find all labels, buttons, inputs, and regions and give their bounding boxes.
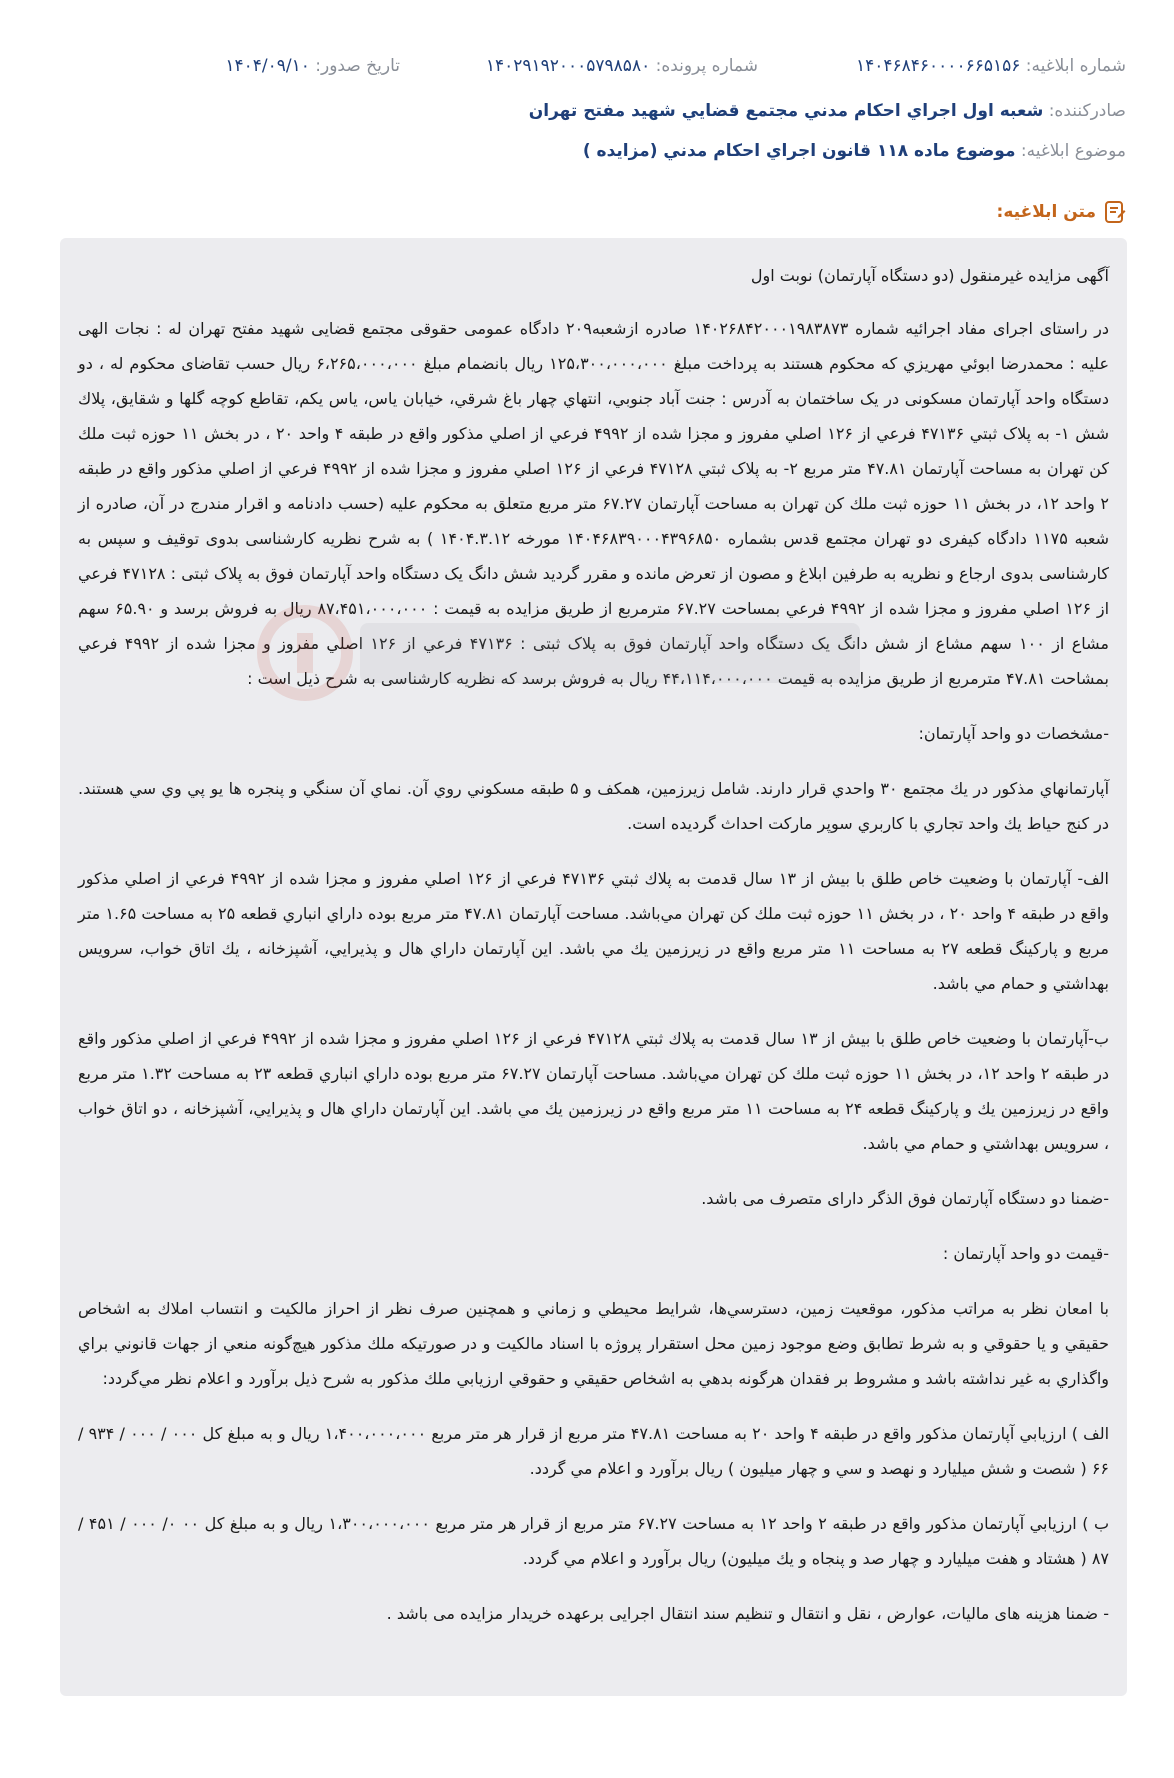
issue-date-value: ۱۴۰۴/۰۹/۱۰ (225, 56, 310, 76)
subject-value: موضوع ماده ۱۱۸ قانون اجراي احكام مدني (مزايده ) (582, 141, 1016, 161)
issuer-row (529, 101, 1126, 121)
notice-text-label: متن ابلاغيه: (996, 202, 1096, 222)
file-number-value: ۱۴۰۲۹۱۹۲۰۰۰۵۷۹۸۵۸۰ (485, 56, 651, 76)
notice-paragraph: ب-آپارتمان با وضعيت خاص طلق با بيش از ۱۳ سال قدمت به پلاك ثبتي ۴۷۱۲۸ فرعي از ۱۲۶ اصلي مفروز و مجزا شده از ۴۹۹۲ فرعي از اصلي مذكور واقع در طبقه ۲ واحد ۱۲، در بخش ۱۱ حوزه ثبت ملك كن تهران مي‌باشد. مساحت آپارتمان ۶۷.۲۷ متر مربع بوده داراي انباري قطعه ۲۳ به مساحت ۱.۳۲ متر مربع واقع در زيرزمين يك و پاركينگ قطعه ۲۴ به مساحت ۱۱ متر مربع واقع در زيرزمين يك مي باشد. اين آپارتمان داراي هال و پذيرايي، آشپزخانه ، دو اتاق خواب ، سرويس بهداشتي و حمام مي باشد. (78, 1029, 1110, 1153)
notice-paragraph: - ضمنا هزینه های مالیات، عوارض ، نقل و انتقال و تنظیم سند انتقال اجرایی برعهده خریدار مزایده می باشد . (386, 1604, 1109, 1623)
notice-number-value: ۱۴۰۴۶۸۴۶۰۰۰۰۶۶۵۱۵۶ (856, 56, 1021, 76)
issue-date-label: تاريخ صدور: (315, 56, 400, 76)
notice-paragraph: -ضمنا دو دستگاه آپارتمان فوق الذگر دارای متصرف می باشد. (701, 1189, 1109, 1208)
notice-paragraph: -قیمت دو واحد آپارتمان : (942, 1244, 1109, 1263)
file-number (486, 56, 758, 76)
notice-title: آگهی مزایده غیرمنقول (دو دستگاه آپارتمان) نوبت اول (750, 266, 1109, 285)
subject-row (583, 141, 1126, 161)
notice-paragraph: آپارتمانهاي مذكور در يك مجتمع ۳۰ واحدي قرار دارند. شامل زيرزمين، همكف و ۵ طبقه مسكوني روي آن. نماي آن سنگي و پنجره ها يو پي وي سي هستند. در كنج حياط يك واحد تجاري با كاربري سوپر ماركت احداث گرديده است. (78, 779, 1110, 833)
subject-label: موضوع ابلاغيه: (1020, 141, 1126, 161)
notice-paragraph: در راستای اجرای مفاد اجرائیه شماره ۱۴۰۲۶۸۴۲۰۰۰۱۹۸۳۸۷۳ صادره ازشعبه۲۰۹ دادگاه عمومی حقوقی مجتمع قضایی شهید مفتح تهران له : نجات الهی علیه : محمدرضا ابوئي مهريزي كه محكوم هستند به پرداخت مبلغ ۱۲۵،۳۰۰،۰۰۰،۰۰۰ ريال بانضمام مبلغ ۶،۲۶۵،۰۰۰،۰۰۰ ريال حسب تقاضای محکوم له ، دو دستگاه واحد آپارتمان مسکونی در یک ساختمان به آدرس : جنت آباد جنوبي، انتهاي چهار باغ شرقي، خيابان ياس، ياس يكم، تقاطع كوچه گلها و شقايق، پلاك شش ۱- به پلاک ثبتي ۴۷۱۳۶ فرعي از ۱۲۶ اصلي مفروز و مجزا شده از ۴۹۹۲ فرعي از اصلي مذکور واقع در طبقه ۴ واحد ۲۰ ، در بخش ۱۱ حوزه ثبت ملك كن تهران به مساحت آپارتمان ۴۷.۸۱ متر مربع ۲- به پلاک ثبتي ۴۷۱۲۸ فرعي از ۱۲۶ اصلي مفروز و مجزا شده از ۴۹۹۲ فرعي از اصلي مذکور واقع در طبقه ۲ واحد ۱۲، در بخش ۱۱ حوزه ثبت ملك كن تهران به مساحت آپارتمان ۶۷.۲۷ متر مربع متعلق به محکوم علیه (حسب دادنامه و اقرار مندرج در آن، صادره از شعبه ۱۱۷۵ دادگاه کیفری دو تهران مجتمع قدس بشماره ۱۴۰۴۶۸۳۹۰۰۰۴۳۹۶۸۵۰ مورخه ۱۴۰۴.۳.۱۲ ) به شرح نظریه کارشناسی بدوی توقیف و سپس به کارشناسی بدوی ارجاع و نظریه به طرفین ابلاغ و مصون از تعرض مانده و مقرر گردید شش دانگ یک دستگاه واحد آپارتمان فوق به پلاک ثبتی : ۴۷۱۲۸ فرعي از ۱۲۶ اصلي مفروز و مجزا شده از ۴۹۹۲ فرعي بمساحت ۶۷.۲۷ مترمربع از طریق مزایده به قیمت : ۸۷،۴۵۱،۰۰۰،۰۰۰ ریال به فروش برسد و ۶۵.۹۰ سهم مشاع از ۱۰۰ سهم مشاع از شش دانگ یک دستگاه واحد آپارتمان فوق به پلاک ثبتی : ۴۷۱۳۶ فرعي از ۱۲۶ اصلي مفروز و مجزا شده از ۴۹۹۲ فرعي بمشاحت ۴۷.۸۱ مترمربع از طریق مزایده به قیمت ۴۴،۱۱۴،۰۰۰،۰۰۰ ریال به فروش برسد که نظریه کارشناسی به شرح ذیل است : (78, 319, 1110, 688)
notice-body (60, 238, 1127, 1696)
notice-number-label: شماره ابلاغيه: (1025, 56, 1126, 76)
issuer-value: شعبه اول اجراي احكام مدني مجتمع قضايي شهيد مفتح تهران (528, 101, 1044, 121)
issue-date (225, 56, 400, 76)
notice-document-icon (1104, 200, 1126, 224)
notice-number (856, 56, 1126, 76)
notice-paragraph: -مشخصات دو واحد آپارتمان: (918, 724, 1109, 743)
notice-paragraph: الف- آپارتمان با وضعيت خاص طلق با بيش از ۱۳ سال قدمت به پلاك ثبتي ۴۷۱۳۶ فرعي از ۱۲۶ اصلي مفروز و مجزا شده از ۴۹۹۲ فرعي از اصلي مذكور واقع در طبقه ۴ واحد ۲۰ ، در بخش ۱۱ حوزه ثبت ملك كن تهران مي‌باشد. مساحت آپارتمان ۴۷.۸۱ متر مربع بوده داراي انباري قطعه ۲۵ به مساحت ۱.۶۵ متر مربع و پاركينگ قطعه ۲۷ به مساحت ۱۱ متر مربع واقع در زيرزمين يك مي باشد. اين آپارتمان داراي هال و پذيرايي، آشپزخانه ، يك اتاق خواب، سرويس بهداشتي و حمام مي باشد. (78, 869, 1110, 993)
issuer-label: صادرکننده: (1048, 101, 1126, 121)
file-number-label: شماره پرونده: (655, 56, 758, 76)
notice-paragraph: الف ) ارزيابي آپارتمان مذكور واقع در طبقه ۴ واحد ۲۰ به مساحت ۴۷.۸۱ متر مربع از قرار هر متر مربع ۱،۴۰۰،۰۰۰،۰۰۰ ريال و به مبلغ كل ۰۰۰ / ۰۰۰ / ۹۳۴ / ۶۶ ( شصت و شش ميليارد و نهصد و سي و چهار ميليون ) ريال برآورد و اعلام مي گردد. (78, 1424, 1110, 1478)
notice-paragraph: با امعان نظر به مراتب مذكور، موقعيت زمين، دسترسي‌ها، شرايط محيطي و زماني و همچنين صرف نظر از احراز مالكيت و انتساب املاك به اشخاص حقيقي و يا حقوقي و به شرط تطابق وضع موجود زمين محل استقرار پروژه با اسناد مالكيت و در صورتيكه ملك مذكور هيچ‌گونه منعي از جهات قانوني براي واگذاري به غير نداشته باشد و مشروط بر فقدان هرگونه بدهي به اشخاص حقيقي و حقوقي ارزيابي ملك مذكور به شرح ذيل برآورد و اعلام نظر مي‌گردد: (78, 1299, 1109, 1388)
notice-text-header (997, 200, 1126, 224)
notice-paragraph: ب ) ارزيابي آپارتمان مذكور واقع در طبقه ۲ واحد ۱۲ به مساحت ۶۷.۲۷ متر مربع از قرار هر متر مربع ۱،۳۰۰،۰۰۰،۰۰۰ ريال و به مبلغ كل ۰۰ ۰/ ۰۰۰ / ۴۵۱ / ۸۷ ( هشتاد و هفت ميليارد و چهار صد و پنجاه و يك ميليون) ريال برآورد و اعلام مي گردد. (78, 1514, 1110, 1568)
